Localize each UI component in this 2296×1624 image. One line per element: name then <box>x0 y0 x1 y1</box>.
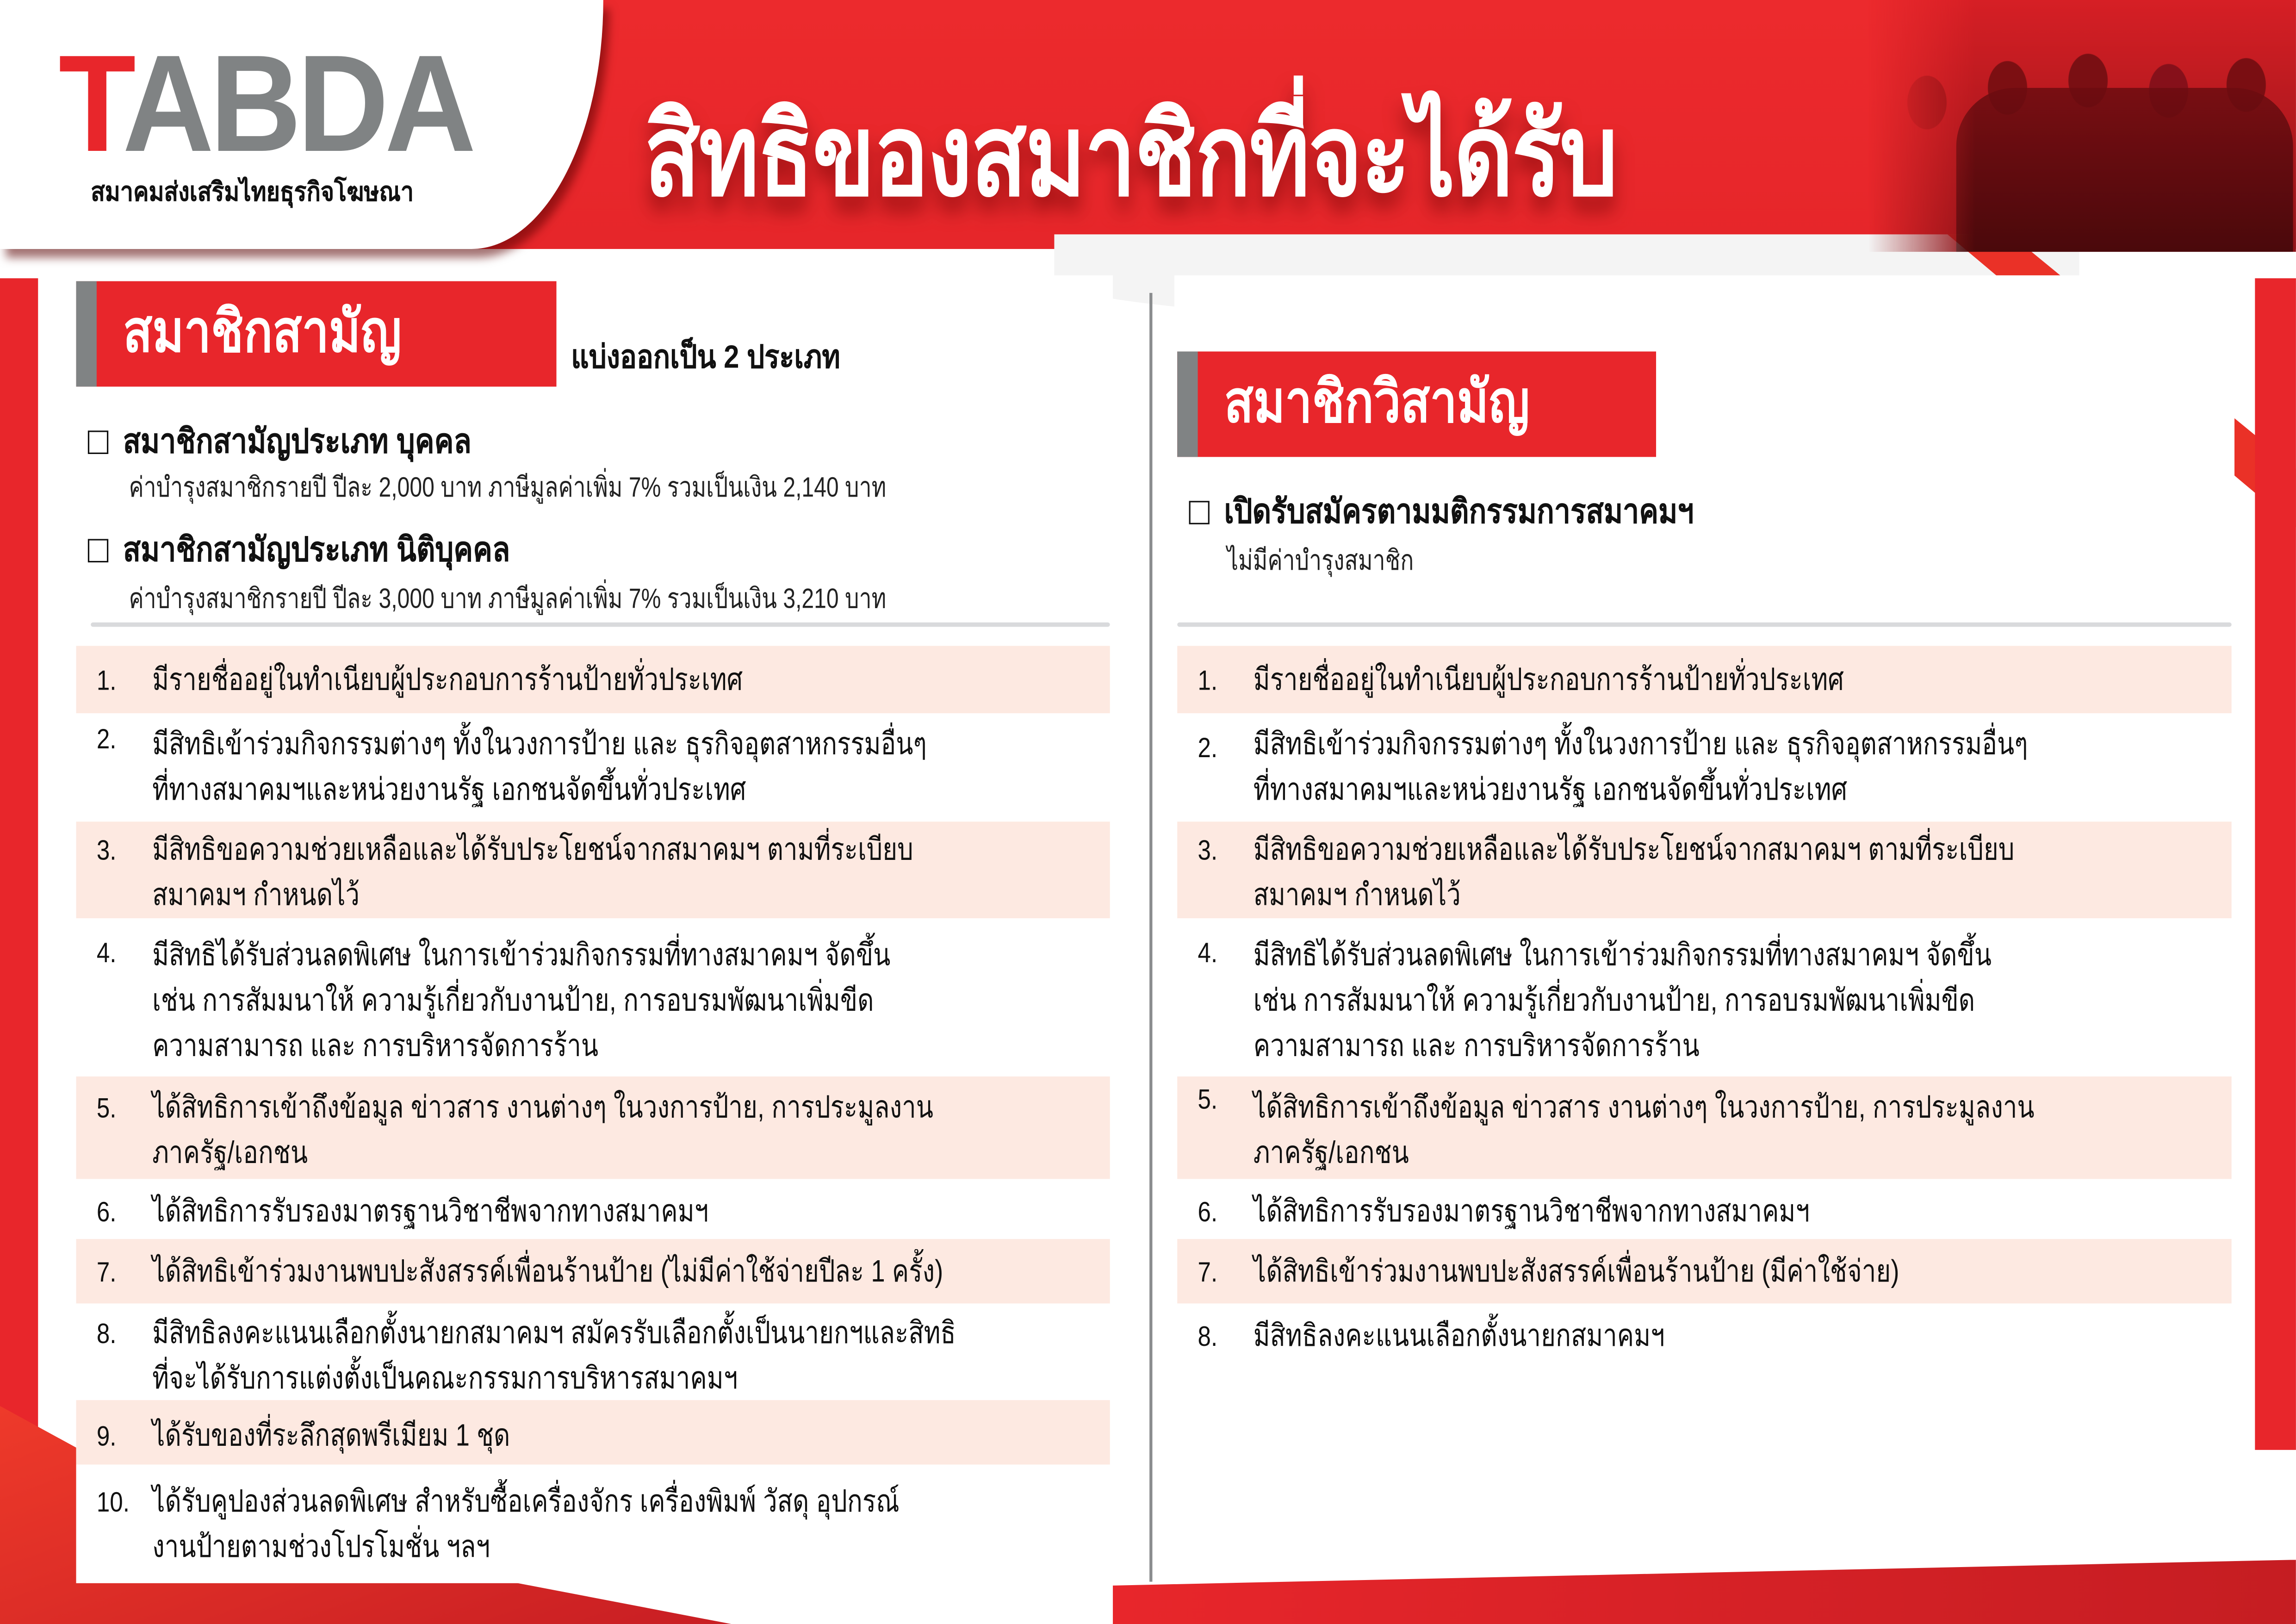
benefit-number: 8. <box>96 1319 117 1350</box>
group-photo <box>1868 0 2296 252</box>
benefit-line: มีรายชื่ออยู่ในทำเนียบผู้ประกอบการร้านป้ายทั่วประเทศ <box>152 663 743 697</box>
benefit-line: ได้รับของที่ระลึกสุดพรีเมียม 1 ชุด <box>152 1419 510 1453</box>
benefit-item <box>1177 716 2231 815</box>
membership-type-corporate <box>88 524 573 577</box>
benefit-line: ที่ทางสมาคมฯและหน่วยงานรัฐ เอกชนจัดขึ้นทั่วประเทศ <box>1253 773 1848 807</box>
benefit-line: มีสิทธิได้รับส่วนลดพิเศษ ในการเข้าร่วมกิจกรรมที่ทางสมาคมฯ จัดขึ้น <box>152 939 891 973</box>
benefit-item <box>76 1468 1110 1582</box>
benefit-item <box>1177 1239 2231 1303</box>
benefit-line: ได้สิทธิการรับรองมาตรฐานวิชาชีพจากทางสมาคมฯ <box>152 1195 709 1229</box>
page-title: สิทธิของสมาชิกที่จะได้รับ <box>644 91 1617 220</box>
type-title: เปิดรับสมัครตามมติกรรมการสมาคมฯ <box>1224 492 1694 530</box>
benefit-line: ที่จะได้รับการแต่งตั้งเป็นคณะกรรมการบริหารสมาคมฯ <box>152 1362 738 1396</box>
benefit-item <box>76 1308 1110 1399</box>
checkbox-icon <box>88 539 108 563</box>
benefit-item <box>76 927 1110 1070</box>
benefit-item <box>76 1239 1110 1303</box>
column-divider <box>1149 293 1152 1582</box>
type-fee-description: ค่าบำรุงสมาชิกรายปี ปีละ 3,000 บาท ภาษีมูลค่าเพิ่ม 7% รวมเป็นเงิน 3,210 บาท <box>129 584 887 616</box>
section-label-text: สมาชิกวิสามัญ <box>1224 370 1530 435</box>
section-label-extraordinary <box>1177 351 1656 457</box>
benefit-number: 4. <box>96 939 117 970</box>
benefit-line: มีสิทธิเข้าร่วมกิจกรรมต่างๆ ทั้งในวงการป้าย และ ธุรกิจอุตสาหกรรมอื่นๆ <box>1253 728 2028 762</box>
logo-card <box>0 0 603 249</box>
logo-subtitle: สมาคมส่งเสริมไทยธุรกิจโฆษณา <box>91 177 414 207</box>
benefit-line: มีสิทธิขอความช่วยเหลือและได้รับประโยชน์จากสมาคมฯ ตามที่ระเบียบ <box>152 833 913 867</box>
benefit-line: ได้สิทธิเข้าร่วมงานพบปะสังสรรค์เพื่อนร้านป้าย (ไม่มีค่าใช้จ่ายปีละ 1 ครั้ง) <box>152 1255 943 1289</box>
benefit-line: มีรายชื่ออยู่ในทำเนียบผู้ประกอบการร้านป้ายทั่วประเทศ <box>1253 663 1844 697</box>
benefit-line: สมาคมฯ กำหนดไว้ <box>1253 878 1461 913</box>
benefit-number: 6. <box>96 1198 117 1229</box>
logo-letters-abda: ABDA <box>122 26 472 180</box>
benefit-item <box>1177 646 2231 714</box>
benefit-number: 2. <box>96 725 117 756</box>
benefit-line: ความสามารถ และ การบริหารจัดการร้าน <box>152 1029 599 1064</box>
membership-type-individual <box>88 416 528 469</box>
benefit-line: ที่ทางสมาคมฯและหน่วยงานรัฐ เอกชนจัดขึ้นทั่วประเทศ <box>152 773 746 807</box>
benefit-item <box>76 1183 1110 1239</box>
benefit-number: 4. <box>1198 939 1218 970</box>
benefit-line: ได้สิทธิการเข้าถึงข้อมูล ข่าวสาร งานต่างๆ ในวงการป้าย, การประมูลงาน <box>1253 1091 2035 1125</box>
membership-type-extraordinary <box>1189 486 1770 539</box>
type-fee-description: ค่าบำรุงสมาชิกรายปี ปีละ 2,000 บาท ภาษีมูลค่าเพิ่ม 7% รวมเป็นเงิน 2,140 บาท <box>129 473 887 504</box>
type-fee-description: ไม่มีค่าบำรุงสมาชิก <box>1227 546 1414 577</box>
benefit-line: ได้สิทธิการเข้าถึงข้อมูล ข่าวสาร งานต่างๆ ในวงการป้าย, การประมูลงาน <box>152 1091 934 1125</box>
benefit-item <box>1177 1076 2231 1179</box>
ordinary-note: แบ่งออกเป็น 2 ประเภท <box>571 338 840 375</box>
checkbox-icon <box>88 430 108 454</box>
benefit-number: 1. <box>96 666 117 697</box>
benefit-line: ได้รับคูปองส่วนลดพิเศษ สำหรับซื้อเครื่องจักร เครื่องพิมพ์ วัสดุ อุปกรณ์ <box>152 1485 900 1519</box>
benefit-line: มีสิทธิลงคะแนนเลือกตั้งนายกสมาคมฯ <box>1253 1319 1665 1353</box>
bottom-swoosh <box>1113 1560 2296 1624</box>
benefit-item <box>76 646 1110 714</box>
benefit-number: 10. <box>96 1488 130 1519</box>
benefit-line: ได้สิทธิเข้าร่วมงานพบปะสังสรรค์เพื่อนร้านป้าย (มีค่าใช้จ่าย) <box>1253 1255 1899 1289</box>
left-red-border <box>0 278 38 1479</box>
benefit-item <box>76 821 1110 918</box>
benefit-item <box>76 1076 1110 1179</box>
logo-letter-t: T <box>58 26 123 180</box>
benefit-number: 5. <box>96 1094 117 1125</box>
benefit-number: 3. <box>96 836 117 867</box>
section-label-ordinary <box>76 281 557 387</box>
benefit-line: ภาครัฐ/เอกชน <box>152 1136 308 1170</box>
benefit-number: 1. <box>1198 666 1218 697</box>
benefit-line: งานป้ายตามช่วงโปรโมชั่น ฯลฯ <box>152 1530 490 1564</box>
benefit-line: สมาคมฯ กำหนดไว้ <box>152 878 360 913</box>
benefit-line: มีสิทธิเข้าร่วมกิจกรรมต่างๆ ทั้งในวงการป้าย และ ธุรกิจอุตสาหกรรมอื่นๆ <box>152 728 927 762</box>
benefit-item <box>1177 821 2231 918</box>
benefit-line: ภาครัฐ/เอกชน <box>1253 1136 1409 1170</box>
benefit-line: มีสิทธิได้รับส่วนลดพิเศษ ในการเข้าร่วมกิจกรรมที่ทางสมาคมฯ จัดขึ้น <box>1253 939 1992 973</box>
benefit-number: 7. <box>96 1258 117 1289</box>
tabda-logo <box>58 26 472 180</box>
benefit-item <box>76 716 1110 815</box>
people-silhouettes <box>1956 88 2293 252</box>
benefit-number: 3. <box>1198 836 1218 867</box>
benefit-number: 7. <box>1198 1258 1218 1289</box>
benefit-line: มีสิทธิขอความช่วยเหลือและได้รับประโยชน์จากสมาคมฯ ตามที่ระเบียบ <box>1253 833 2015 867</box>
benefit-number: 8. <box>1198 1322 1218 1353</box>
benefit-line: เช่น การสัมมนาให้ ความรู้เกี่ยวกับงานป้าย, การอบรมพัฒนาเพิ่มขีด <box>152 984 874 1018</box>
section-divider <box>1177 622 2231 627</box>
benefit-item <box>1177 1308 2231 1363</box>
benefit-item <box>1177 1183 2231 1239</box>
benefit-line: มีสิทธิลงคะแนนเลือกตั้งนายกสมาคมฯ สมัครรับเลือกตั้งเป็นนายกฯและสิทธิ <box>152 1316 956 1350</box>
benefit-item <box>1177 927 2231 1070</box>
checkbox-icon <box>1189 501 1210 524</box>
benefit-line: เช่น การสัมมนาให้ ความรู้เกี่ยวกับงานป้าย, การอบรมพัฒนาเพิ่มขีด <box>1253 984 1975 1018</box>
right-red-border <box>2255 278 2296 1450</box>
benefit-line: ได้สิทธิการรับรองมาตรฐานวิชาชีพจากทางสมาคมฯ <box>1253 1195 1810 1229</box>
benefit-number: 9. <box>96 1422 117 1453</box>
benefit-line: ความสามารถ และ การบริหารจัดการร้าน <box>1253 1029 1700 1064</box>
benefit-number: 2. <box>1198 734 1218 765</box>
type-title: สมาชิกสามัญประเภท บุคคล <box>123 422 472 460</box>
benefit-number: 5. <box>1198 1085 1218 1116</box>
type-title: สมาชิกสามัญประเภท นิติบุคคล <box>123 530 510 568</box>
benefit-number: 6. <box>1198 1198 1218 1229</box>
section-label-text: สมาชิกสามัญ <box>123 300 402 365</box>
section-divider <box>91 622 1110 627</box>
benefit-item <box>76 1400 1110 1464</box>
